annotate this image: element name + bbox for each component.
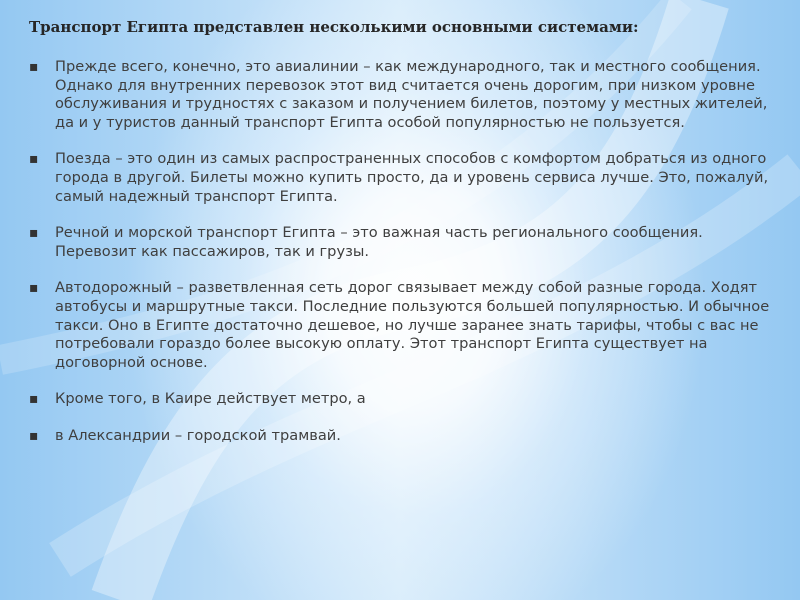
- bullet-item-cairo-metro: [29, 390, 775, 409]
- bullet-square-icon: ▪: [29, 225, 39, 242]
- bullet-item-trains: [29, 150, 775, 206]
- bullet-text: Поезда – это один из самых распространенных способов с комфортом добраться из одного города в другой. Билеты можно купить просто, да и уровень сервиса лучше. Это, пожалуй, самый надежный транспорт Египта.: [55, 150, 769, 205]
- bullet-item-water-transport: [29, 224, 775, 261]
- bullet-text: в Александрии – городской трамвай.: [55, 426, 341, 444]
- bullet-item-road-transport: [29, 279, 775, 372]
- bullet-text: Прежде всего, конечно, это авиалинии – как международного, так и местного сообщения. Однако для внутренних перевозок этот вид считается очень дорогим, при низком уровне обслуживания и трудностях с заказом и получением билетов, поэтому у местных жителей, да и у туристов данный транспорт Египта особой популярностью не пользуется.: [55, 58, 768, 131]
- bullet-item-airlines: [29, 58, 775, 132]
- bullet-text: Речной и морской транспорт Египта – это важная часть регионального сообщения. Перевозит как пассажиров, так и грузы.: [55, 224, 703, 260]
- bullet-square-icon: ▪: [29, 280, 39, 297]
- bullet-text: Кроме того, в Каире действует метро, а: [55, 390, 366, 408]
- bullet-square-icon: ▪: [29, 391, 39, 408]
- bullet-list: [29, 58, 775, 446]
- bullet-square-icon: ▪: [29, 59, 39, 75]
- bullet-item-alexandria-tram: [29, 427, 775, 446]
- bullet-text: Автодорожный – разветвленная сеть дорог связывает между собой разные города. Ходят автобусы и маршрутные такси. Последние пользуются большей популярностью. И обычное такси. Оно в Египте достаточно дешевое, но лучше заранее знать тарифы, чтобы с вас не потребовали гораздо более высокую оплату. Этот транспорт Египта существует на договорной основе.: [55, 279, 770, 371]
- slide-heading: Транспорт Египта представлен несколькими основными системами:: [29, 18, 639, 36]
- slide-content: [29, 18, 775, 464]
- bullet-square-icon: ▪: [29, 151, 39, 168]
- bullet-square-icon: ▪: [29, 427, 39, 444]
